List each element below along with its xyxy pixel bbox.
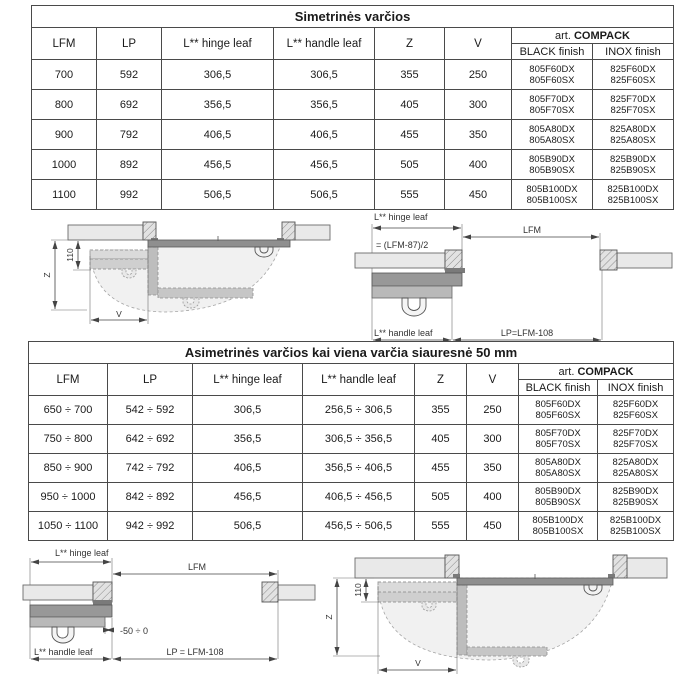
cell-v: 250 bbox=[445, 60, 512, 90]
table-row bbox=[32, 150, 674, 180]
table-row bbox=[29, 483, 674, 512]
closed-door-leaf bbox=[148, 240, 290, 247]
cell-lfm: 650 ÷ 700 bbox=[29, 396, 108, 425]
table1-title: Simetrinės varčios bbox=[32, 6, 674, 28]
cell-black-codes: 805B90DX 805B90SX bbox=[519, 483, 598, 512]
door-handle bbox=[402, 298, 426, 316]
cell-black-codes: 805A80DX 805A80SX bbox=[512, 120, 593, 150]
cell-inox-codes: 825A80DX 825A80SX bbox=[598, 454, 674, 483]
cell-lp: 942 ÷ 992 bbox=[108, 512, 193, 541]
lfm-label: LFM bbox=[188, 562, 206, 572]
cell-handle: 256,5 ÷ 306,5 bbox=[303, 396, 415, 425]
cell-black-codes: 805F70DX 805F70SX bbox=[512, 90, 593, 120]
dim-110-label: 110 bbox=[353, 583, 363, 597]
cell-lp: 842 ÷ 892 bbox=[108, 483, 193, 512]
cell-inox-codes: 825F60DX 825F60SX bbox=[598, 396, 674, 425]
cell-lfm: 850 ÷ 900 bbox=[29, 454, 108, 483]
cell-lp: 642 ÷ 692 bbox=[108, 425, 193, 454]
offset-label: -50 ÷ 0 bbox=[120, 626, 148, 636]
cell-handle: 406,5 ÷ 456,5 bbox=[303, 483, 415, 512]
hinge-leaf-label: L** hinge leaf bbox=[55, 548, 109, 558]
cell-black-codes: 805F70DX 805F70SX bbox=[519, 425, 598, 454]
wall-section bbox=[355, 555, 667, 578]
cell-lfm: 750 ÷ 800 bbox=[29, 425, 108, 454]
col-header-z: Z bbox=[375, 28, 445, 60]
col-header-lp: LP bbox=[108, 364, 193, 396]
dashed-handle bbox=[513, 656, 529, 667]
cell-lfm: 700 bbox=[32, 60, 97, 90]
table-row bbox=[29, 512, 674, 541]
dim-z-label: Z bbox=[42, 272, 52, 278]
door-leaf-light bbox=[30, 617, 105, 627]
cell-z: 455 bbox=[415, 454, 467, 483]
wall-section bbox=[68, 222, 330, 242]
asymmetric-leaves-table bbox=[28, 341, 674, 541]
cell-black-codes: 805B90DX 805B90SX bbox=[512, 150, 593, 180]
col-header-z: Z bbox=[415, 364, 467, 396]
cell-lfm: 1100 bbox=[32, 180, 97, 210]
col-header-black-finish: BLACK finish bbox=[512, 44, 593, 60]
cell-hinge: 456,5 bbox=[162, 150, 274, 180]
cell-z: 455 bbox=[375, 120, 445, 150]
cell-z: 355 bbox=[415, 396, 467, 425]
cell-black-codes: 805F60DX 805F60SX bbox=[512, 60, 593, 90]
cell-hinge: 506,5 bbox=[193, 512, 303, 541]
frame-stub bbox=[445, 268, 465, 273]
cell-v: 300 bbox=[467, 425, 519, 454]
door-leaf-light bbox=[372, 286, 452, 298]
cell-hinge: 306,5 bbox=[193, 396, 303, 425]
dim-z-label: Z bbox=[324, 614, 334, 620]
door-handle bbox=[52, 627, 74, 643]
col-header-black-finish: BLACK finish bbox=[519, 380, 598, 396]
cell-hinge: 506,5 bbox=[162, 180, 274, 210]
door-leaf-dark bbox=[372, 273, 462, 286]
cell-handle: 356,5 ÷ 406,5 bbox=[303, 454, 415, 483]
table-row bbox=[32, 90, 674, 120]
dim-110-label: 110 bbox=[65, 248, 75, 262]
wall-section bbox=[355, 250, 672, 270]
table-row bbox=[29, 454, 674, 483]
cell-hinge: 356,5 bbox=[162, 90, 274, 120]
cell-inox-codes: 825F70DX 825F70SX bbox=[598, 425, 674, 454]
cell-black-codes: 805B100DX 805B100SX bbox=[512, 180, 593, 210]
art-prefix: art. bbox=[558, 365, 578, 378]
door-leaf-dark bbox=[30, 605, 112, 617]
cell-handle: 306,5 ÷ 356,5 bbox=[303, 425, 415, 454]
cell-handle: 456,5 bbox=[274, 150, 375, 180]
cell-black-codes: 805F60DX 805F60SX bbox=[519, 396, 598, 425]
cell-inox-codes: 825A80DX 825A80SX bbox=[593, 120, 674, 150]
col-header-hinge-leaf: L** hinge leaf bbox=[193, 364, 303, 396]
cell-z: 405 bbox=[375, 90, 445, 120]
cell-v: 250 bbox=[467, 396, 519, 425]
table-row bbox=[32, 120, 674, 150]
plan-view-diagram-bottom bbox=[324, 548, 700, 700]
cell-v: 350 bbox=[445, 120, 512, 150]
cell-lp: 542 ÷ 592 bbox=[108, 396, 193, 425]
folded-leaf bbox=[90, 250, 148, 269]
col-header-lp: LP bbox=[97, 28, 162, 60]
col-header-inox-finish: INOX finish bbox=[593, 44, 674, 60]
cell-handle: 356,5 bbox=[274, 90, 375, 120]
cell-v: 400 bbox=[445, 150, 512, 180]
symmetric-leaves-table bbox=[31, 5, 674, 210]
cell-handle: 456,5 ÷ 506,5 bbox=[303, 512, 415, 541]
cell-inox-codes: 825B100DX 825B100SX bbox=[598, 512, 674, 541]
cell-lp: 892 bbox=[97, 150, 162, 180]
cell-handle: 306,5 bbox=[274, 60, 375, 90]
elevation-diagram-bottom bbox=[12, 548, 337, 673]
handle-leaf-label: L** handle leaf bbox=[34, 647, 93, 657]
col-header-hinge-leaf: L** hinge leaf bbox=[162, 28, 274, 60]
cell-z: 555 bbox=[375, 180, 445, 210]
cell-v: 450 bbox=[467, 512, 519, 541]
cell-inox-codes: 825F60DX 825F60SX bbox=[593, 60, 674, 90]
cell-lfm: 1000 bbox=[32, 150, 97, 180]
art-prefix: art. bbox=[555, 29, 574, 42]
cell-z: 505 bbox=[375, 150, 445, 180]
col-header-v: V bbox=[445, 28, 512, 60]
col-header-inox-finish: INOX finish bbox=[598, 380, 674, 396]
cell-handle: 506,5 bbox=[274, 180, 375, 210]
cell-hinge: 406,5 bbox=[193, 454, 303, 483]
open-leaf-bottom bbox=[158, 288, 253, 298]
cell-z: 555 bbox=[415, 512, 467, 541]
cell-hinge: 306,5 bbox=[162, 60, 274, 90]
table-row bbox=[32, 60, 674, 90]
open-leaf-vertical bbox=[148, 247, 158, 295]
handle-leaf-label: L** handle leaf bbox=[374, 328, 433, 338]
art-name: COMPACK bbox=[573, 29, 630, 42]
cell-lp: 742 ÷ 792 bbox=[108, 454, 193, 483]
plan-view-diagram-top bbox=[25, 210, 350, 338]
cell-inox-codes: 825B100DX 825B100SX bbox=[593, 180, 674, 210]
lp-formula-label: LP=LFM-108 bbox=[500, 328, 554, 338]
table-row bbox=[29, 425, 674, 454]
elevation-diagram-top bbox=[352, 206, 690, 346]
lp-formula-label: LP = LFM-108 bbox=[166, 647, 224, 657]
hinge-leaf-formula: = (LFM-87)/2 bbox=[376, 240, 429, 250]
folded-leaf bbox=[378, 582, 457, 602]
cell-handle: 406,5 bbox=[274, 120, 375, 150]
lfm-label: LFM bbox=[523, 225, 541, 235]
cell-hinge: 406,5 bbox=[162, 120, 274, 150]
cell-v: 300 bbox=[445, 90, 512, 120]
dim-v-label: V bbox=[415, 658, 421, 668]
cell-hinge: 356,5 bbox=[193, 425, 303, 454]
cell-black-codes: 805A80DX 805A80SX bbox=[519, 454, 598, 483]
art-compack-header bbox=[512, 28, 674, 44]
wall-section bbox=[23, 582, 315, 602]
art-name: COMPACK bbox=[577, 365, 634, 378]
cell-lfm: 950 ÷ 1000 bbox=[29, 483, 108, 512]
cell-v: 350 bbox=[467, 454, 519, 483]
open-leaf-vertical bbox=[457, 585, 467, 655]
cell-lp: 792 bbox=[97, 120, 162, 150]
hinge-leaf-label: L** hinge leaf bbox=[374, 212, 428, 222]
cell-inox-codes: 825B90DX 825B90SX bbox=[593, 150, 674, 180]
col-header-handle-leaf: L** handle leaf bbox=[274, 28, 375, 60]
cell-black-codes: 805B100DX 805B100SX bbox=[519, 512, 598, 541]
table-row bbox=[29, 396, 674, 425]
cell-lfm: 1050 ÷ 1100 bbox=[29, 512, 108, 541]
cell-v: 450 bbox=[445, 180, 512, 210]
cell-z: 405 bbox=[415, 425, 467, 454]
col-header-v: V bbox=[467, 364, 519, 396]
art-compack-header bbox=[519, 364, 674, 380]
closed-door-leaf bbox=[457, 578, 613, 585]
cell-v: 400 bbox=[467, 483, 519, 512]
col-header-handle-leaf: L** handle leaf bbox=[303, 364, 415, 396]
cell-lp: 592 bbox=[97, 60, 162, 90]
cell-lfm: 800 bbox=[32, 90, 97, 120]
open-leaf-bottom bbox=[467, 647, 547, 656]
cell-z: 355 bbox=[375, 60, 445, 90]
cell-inox-codes: 825B90DX 825B90SX bbox=[598, 483, 674, 512]
col-header-lfm: LFM bbox=[29, 364, 108, 396]
cell-lfm: 900 bbox=[32, 120, 97, 150]
table2-title: Asimetrinės varčios kai viena varčia siauresnė 50 mm bbox=[29, 342, 674, 364]
table-row bbox=[32, 180, 674, 210]
cell-lp: 992 bbox=[97, 180, 162, 210]
cell-lp: 692 bbox=[97, 90, 162, 120]
frame-stub bbox=[93, 600, 112, 605]
cell-inox-codes: 825F70DX 825F70SX bbox=[593, 90, 674, 120]
col-header-lfm: LFM bbox=[32, 28, 97, 60]
dim-v-label: V bbox=[116, 309, 122, 319]
cell-z: 505 bbox=[415, 483, 467, 512]
cell-hinge: 456,5 bbox=[193, 483, 303, 512]
